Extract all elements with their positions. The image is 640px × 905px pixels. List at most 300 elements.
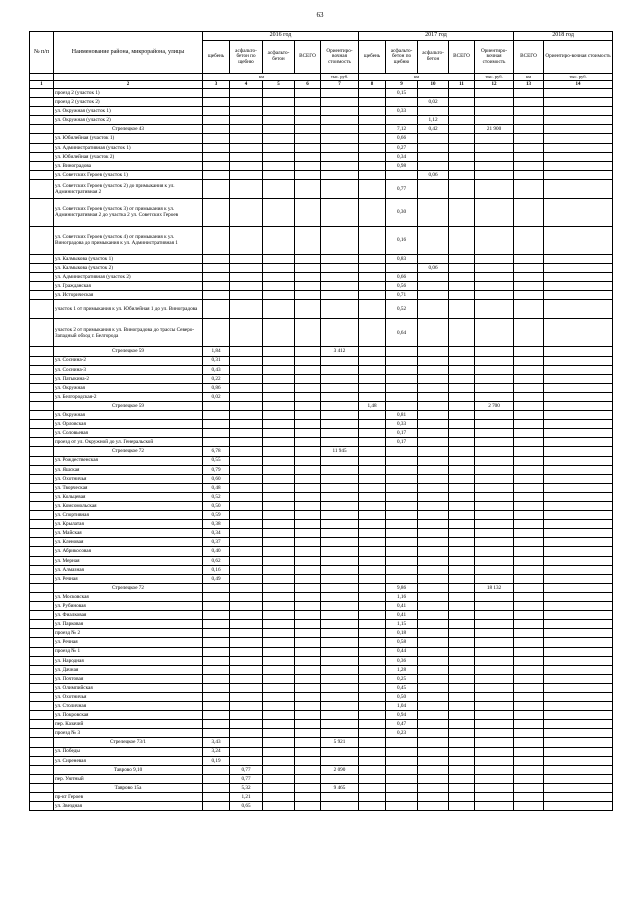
value-cell-c3 xyxy=(203,774,230,783)
value-cell-c9 xyxy=(418,629,449,638)
value-cell-c6 xyxy=(295,611,321,620)
header-col: щебень xyxy=(359,41,386,74)
street-name: ул. Гражданская xyxy=(54,282,203,291)
district-name: Стрелецкое 59 xyxy=(54,347,203,356)
value-cell-c5 xyxy=(263,383,295,392)
value-cell-c7 xyxy=(321,170,359,179)
row-number-cell xyxy=(30,474,54,483)
value-cell-c7 xyxy=(321,264,359,273)
value-cell-c8: 0,36 xyxy=(386,656,418,665)
row-number-cell xyxy=(30,282,54,291)
value-cell-c13 xyxy=(544,125,613,134)
value-cell-c9 xyxy=(418,474,449,483)
table-row xyxy=(30,143,613,152)
value-cell-c7b xyxy=(359,492,386,501)
value-cell-c4 xyxy=(230,729,263,738)
street-name: ул. Комсомольская xyxy=(54,502,203,511)
value-cell-c3 xyxy=(203,401,230,410)
value-cell-c8: 9,86 xyxy=(386,583,418,592)
value-cell-c11 xyxy=(475,273,514,282)
value-cell-c8 xyxy=(386,356,418,365)
value-cell-c7b xyxy=(359,161,386,170)
value-cell-c6 xyxy=(295,765,321,774)
value-cell-c7 xyxy=(321,611,359,620)
street-name: ул. Покровская xyxy=(54,711,203,720)
value-cell-c9 xyxy=(418,282,449,291)
street-name: ул. Окружная xyxy=(54,411,203,420)
value-cell-c11 xyxy=(475,134,514,143)
header-year-2016: 2016 год xyxy=(203,32,359,41)
value-cell-c7b xyxy=(359,98,386,107)
value-cell-c3 xyxy=(203,692,230,701)
value-cell-c9 xyxy=(418,774,449,783)
value-cell-c7 xyxy=(321,602,359,611)
value-cell-c11 xyxy=(475,674,514,683)
value-cell-c12 xyxy=(514,291,544,300)
value-cell-c7b xyxy=(359,602,386,611)
value-cell-c12 xyxy=(514,356,544,365)
value-cell-c7b xyxy=(359,620,386,629)
value-cell-c7 xyxy=(321,556,359,565)
row-number-cell xyxy=(30,319,54,347)
value-cell-c11 xyxy=(475,620,514,629)
value-cell-c10 xyxy=(449,756,475,765)
value-cell-c3 xyxy=(203,674,230,683)
value-cell-c3 xyxy=(203,793,230,802)
value-cell-c11 xyxy=(475,611,514,620)
value-cell-c9 xyxy=(418,720,449,729)
value-cell-c7 xyxy=(321,802,359,811)
value-cell-c9 xyxy=(418,319,449,347)
value-cell-c7b xyxy=(359,565,386,574)
value-cell-c6 xyxy=(295,774,321,783)
value-cell-c3 xyxy=(203,98,230,107)
value-cell-c10 xyxy=(449,170,475,179)
street-name: участок 1 от примыкания к ул. Юбилейная 1 до ул. Виноградова xyxy=(54,300,203,319)
value-cell-c10 xyxy=(449,107,475,116)
value-cell-c12 xyxy=(514,447,544,456)
value-cell-c11 xyxy=(475,474,514,483)
value-cell-c11 xyxy=(475,161,514,170)
value-cell-c9 xyxy=(418,347,449,356)
value-cell-c7b xyxy=(359,456,386,465)
value-cell-c13 xyxy=(544,756,613,765)
table-row xyxy=(30,347,613,356)
value-cell-c9 xyxy=(418,711,449,720)
value-cell-c10 xyxy=(449,152,475,161)
value-cell-c11 xyxy=(475,291,514,300)
table-row xyxy=(30,602,613,611)
value-cell-c13 xyxy=(544,89,613,98)
value-cell-c12 xyxy=(514,665,544,674)
table-row xyxy=(30,254,613,263)
table-row xyxy=(30,729,613,738)
value-cell-c6 xyxy=(295,107,321,116)
table-row xyxy=(30,98,613,107)
value-cell-c3 xyxy=(203,720,230,729)
column-number: 12 xyxy=(475,81,514,89)
value-cell-c7b xyxy=(359,254,386,263)
value-cell-c11 xyxy=(475,319,514,347)
value-cell-c10 xyxy=(449,683,475,692)
street-name: ул. Юбилейная (участок 1) xyxy=(54,134,203,143)
value-cell-c12 xyxy=(514,729,544,738)
value-cell-c5 xyxy=(263,291,295,300)
street-name: проезд № 1 xyxy=(54,647,203,656)
value-cell-c11 xyxy=(475,783,514,792)
header-col: ВСЕГО xyxy=(295,41,321,74)
value-cell-c7 xyxy=(321,107,359,116)
value-cell-c12 xyxy=(514,747,544,756)
table-row xyxy=(30,711,613,720)
value-cell-c5 xyxy=(263,647,295,656)
value-cell-c5 xyxy=(263,125,295,134)
district-name: Стрелецкое 72 xyxy=(54,583,203,592)
value-cell-c7b xyxy=(359,392,386,401)
column-number: 9 xyxy=(386,81,418,89)
value-cell-c9 xyxy=(418,143,449,152)
value-cell-c5 xyxy=(263,392,295,401)
value-cell-c8: 0,45 xyxy=(386,683,418,692)
row-number-cell xyxy=(30,756,54,765)
value-cell-c6 xyxy=(295,383,321,392)
value-cell-c10 xyxy=(449,374,475,383)
value-cell-c9 xyxy=(418,511,449,520)
value-cell-c13 xyxy=(544,556,613,565)
row-number-cell xyxy=(30,802,54,811)
value-cell-c13 xyxy=(544,538,613,547)
value-cell-c9 xyxy=(418,438,449,447)
value-cell-c5 xyxy=(263,282,295,291)
value-cell-c4 xyxy=(230,592,263,601)
value-cell-c6 xyxy=(295,756,321,765)
value-cell-c7b xyxy=(359,520,386,529)
value-cell-c7 xyxy=(321,774,359,783)
value-cell-c6 xyxy=(295,420,321,429)
value-cell-c7 xyxy=(321,291,359,300)
value-cell-c12 xyxy=(514,629,544,638)
value-cell-c12 xyxy=(514,720,544,729)
value-cell-c9 xyxy=(418,602,449,611)
value-cell-c8 xyxy=(386,747,418,756)
street-name: пер. Уютный xyxy=(54,774,203,783)
value-cell-c8 xyxy=(386,774,418,783)
value-cell-c4 xyxy=(230,226,263,254)
value-cell-c13 xyxy=(544,647,613,656)
table-row xyxy=(30,647,613,656)
value-cell-c10 xyxy=(449,226,475,254)
value-cell-c5 xyxy=(263,374,295,383)
value-cell-c10 xyxy=(449,620,475,629)
header-col: асфальто-бетон xyxy=(263,41,295,74)
value-cell-c13 xyxy=(544,179,613,198)
value-cell-c3: 0,37 xyxy=(203,538,230,547)
value-cell-c5 xyxy=(263,638,295,647)
value-cell-c10 xyxy=(449,264,475,273)
value-cell-c12 xyxy=(514,300,544,319)
value-cell-c6 xyxy=(295,683,321,692)
value-cell-c7b xyxy=(359,143,386,152)
value-cell-c11 xyxy=(475,98,514,107)
row-number-cell xyxy=(30,198,54,226)
table-header xyxy=(30,32,613,89)
value-cell-c5 xyxy=(263,98,295,107)
value-cell-c3: 0,52 xyxy=(203,492,230,501)
row-number-cell xyxy=(30,602,54,611)
value-cell-c7b xyxy=(359,683,386,692)
value-cell-c6 xyxy=(295,538,321,547)
value-cell-c8: 0,58 xyxy=(386,638,418,647)
value-cell-c13 xyxy=(544,447,613,456)
row-number-cell xyxy=(30,620,54,629)
value-cell-c12 xyxy=(514,765,544,774)
value-cell-c5 xyxy=(263,300,295,319)
value-cell-c6 xyxy=(295,729,321,738)
street-name: ул. Столичная xyxy=(54,702,203,711)
value-cell-c12 xyxy=(514,547,544,556)
value-cell-c8 xyxy=(386,556,418,565)
value-cell-c10 xyxy=(449,254,475,263)
value-cell-c7 xyxy=(321,429,359,438)
value-cell-c12 xyxy=(514,383,544,392)
value-cell-c4: 0,77 xyxy=(230,765,263,774)
value-cell-c6 xyxy=(295,656,321,665)
row-number-cell xyxy=(30,656,54,665)
value-cell-c12 xyxy=(514,502,544,511)
row-number-cell xyxy=(30,711,54,720)
value-cell-c7b xyxy=(359,291,386,300)
value-cell-c7 xyxy=(321,502,359,511)
value-cell-c5 xyxy=(263,538,295,547)
value-cell-c10 xyxy=(449,547,475,556)
value-cell-c9 xyxy=(418,273,449,282)
value-cell-c4 xyxy=(230,756,263,765)
value-cell-c12 xyxy=(514,520,544,529)
value-cell-c7 xyxy=(321,583,359,592)
value-cell-c5 xyxy=(263,747,295,756)
value-cell-c4 xyxy=(230,747,263,756)
value-cell-c10 xyxy=(449,538,475,547)
value-cell-c10 xyxy=(449,802,475,811)
value-cell-c13 xyxy=(544,226,613,254)
value-cell-c9 xyxy=(418,300,449,319)
value-cell-c11 xyxy=(475,282,514,291)
value-cell-c9 xyxy=(418,620,449,629)
value-cell-c6 xyxy=(295,720,321,729)
value-cell-c11 xyxy=(475,411,514,420)
value-cell-c4 xyxy=(230,456,263,465)
value-cell-c10 xyxy=(449,765,475,774)
value-cell-c13 xyxy=(544,747,613,756)
value-cell-c5 xyxy=(263,456,295,465)
table-row xyxy=(30,411,613,420)
value-cell-c7b xyxy=(359,629,386,638)
value-cell-c3 xyxy=(203,143,230,152)
street-name: ул. Речная xyxy=(54,574,203,583)
value-cell-c10 xyxy=(449,411,475,420)
value-cell-c10 xyxy=(449,465,475,474)
header-name: Наименование района, микрорайона, улицы xyxy=(54,32,203,74)
value-cell-c10 xyxy=(449,592,475,601)
table-row xyxy=(30,802,613,811)
value-cell-c7 xyxy=(321,538,359,547)
value-cell-c7 xyxy=(321,319,359,347)
table-row xyxy=(30,538,613,547)
value-cell-c8: 0,66 xyxy=(386,273,418,282)
value-cell-c11 xyxy=(475,683,514,692)
value-cell-c8 xyxy=(386,538,418,547)
value-cell-c3 xyxy=(203,319,230,347)
street-name: проезд 2 (участок 2) xyxy=(54,98,203,107)
value-cell-c12 xyxy=(514,574,544,583)
value-cell-c4 xyxy=(230,401,263,410)
value-cell-c8: 0,71 xyxy=(386,291,418,300)
value-cell-c10 xyxy=(449,143,475,152)
value-cell-c7b xyxy=(359,226,386,254)
value-cell-c12 xyxy=(514,756,544,765)
value-cell-c11 xyxy=(475,692,514,701)
value-cell-c12 xyxy=(514,611,544,620)
value-cell-c3 xyxy=(203,125,230,134)
value-cell-c5 xyxy=(263,620,295,629)
value-cell-c11 xyxy=(475,143,514,152)
row-number-cell xyxy=(30,793,54,802)
value-cell-c6 xyxy=(295,300,321,319)
street-name: ул. Олимпийская xyxy=(54,683,203,692)
value-cell-c9 xyxy=(418,647,449,656)
value-cell-c10 xyxy=(449,116,475,125)
value-cell-c8: 0,41 xyxy=(386,611,418,620)
value-cell-c4 xyxy=(230,674,263,683)
row-number-cell xyxy=(30,538,54,547)
value-cell-c11 xyxy=(475,520,514,529)
table-row xyxy=(30,374,613,383)
header-col: асфальто-бетон по щебню xyxy=(386,41,418,74)
value-cell-c11 xyxy=(475,226,514,254)
street-name: ул. Советских Героев (участок 2) до примыкания к ул. Административная 2 xyxy=(54,179,203,198)
value-cell-c13 xyxy=(544,656,613,665)
value-cell-c8: 0,44 xyxy=(386,647,418,656)
value-cell-c5 xyxy=(263,547,295,556)
value-cell-c5 xyxy=(263,483,295,492)
value-cell-c3 xyxy=(203,638,230,647)
value-cell-c4 xyxy=(230,383,263,392)
value-cell-c10 xyxy=(449,179,475,198)
value-cell-c13 xyxy=(544,511,613,520)
row-number-cell xyxy=(30,583,54,592)
value-cell-c11 xyxy=(475,300,514,319)
value-cell-c4 xyxy=(230,738,263,747)
value-cell-c13 xyxy=(544,161,613,170)
row-number-cell xyxy=(30,125,54,134)
value-cell-c6 xyxy=(295,602,321,611)
value-cell-c8: 0,98 xyxy=(386,161,418,170)
value-cell-c7 xyxy=(321,683,359,692)
value-cell-c10 xyxy=(449,520,475,529)
value-cell-c12 xyxy=(514,711,544,720)
value-cell-c7 xyxy=(321,720,359,729)
value-cell-c4 xyxy=(230,319,263,347)
value-cell-c3: 0,48 xyxy=(203,483,230,492)
value-cell-c7 xyxy=(321,520,359,529)
row-number-cell xyxy=(30,720,54,729)
value-cell-c13 xyxy=(544,774,613,783)
value-cell-c12 xyxy=(514,492,544,501)
value-cell-c11 xyxy=(475,738,514,747)
value-cell-c8 xyxy=(386,529,418,538)
value-cell-c12 xyxy=(514,170,544,179)
value-cell-c11 xyxy=(475,438,514,447)
value-cell-c5 xyxy=(263,465,295,474)
header-unit-km-2016: км xyxy=(203,74,321,81)
street-name: участок 2 от примыкания к ул. Виноградова до трассы Северо-Западный обход г. Белгорода xyxy=(54,319,203,347)
value-cell-c3 xyxy=(203,665,230,674)
value-cell-c8: 0,81 xyxy=(386,411,418,420)
value-cell-c9 xyxy=(418,520,449,529)
value-cell-c7b xyxy=(359,783,386,792)
table-row xyxy=(30,656,613,665)
value-cell-c8 xyxy=(386,565,418,574)
value-cell-c12 xyxy=(514,793,544,802)
value-cell-c3: 0,62 xyxy=(203,556,230,565)
value-cell-c3 xyxy=(203,420,230,429)
value-cell-c12 xyxy=(514,620,544,629)
value-cell-c3 xyxy=(203,116,230,125)
header-year-2017: 2017 год xyxy=(359,32,514,41)
value-cell-c8 xyxy=(386,492,418,501)
value-cell-c7b xyxy=(359,282,386,291)
value-cell-c5 xyxy=(263,116,295,125)
value-cell-c10 xyxy=(449,738,475,747)
value-cell-c5 xyxy=(263,793,295,802)
value-cell-c8 xyxy=(386,365,418,374)
column-number: 2 xyxy=(54,81,203,89)
value-cell-c7b xyxy=(359,665,386,674)
value-cell-c7b xyxy=(359,747,386,756)
value-cell-c6 xyxy=(295,502,321,511)
value-cell-c8: 0,17 xyxy=(386,429,418,438)
value-cell-c11 xyxy=(475,802,514,811)
value-cell-c10 xyxy=(449,793,475,802)
value-cell-c3: 0,40 xyxy=(203,547,230,556)
row-number-cell xyxy=(30,665,54,674)
value-cell-c6 xyxy=(295,638,321,647)
value-cell-c5 xyxy=(263,720,295,729)
table-row xyxy=(30,179,613,198)
row-number-cell xyxy=(30,565,54,574)
value-cell-c13 xyxy=(544,456,613,465)
value-cell-c13 xyxy=(544,629,613,638)
value-cell-c9 xyxy=(418,665,449,674)
table-row xyxy=(30,365,613,374)
value-cell-c5 xyxy=(263,198,295,226)
value-cell-c5 xyxy=(263,565,295,574)
value-cell-c11 xyxy=(475,383,514,392)
row-number-cell xyxy=(30,738,54,747)
value-cell-c10 xyxy=(449,674,475,683)
header-col: Ориентиро-вочная стоимость xyxy=(544,41,613,74)
row-number-cell xyxy=(30,401,54,410)
value-cell-c7b xyxy=(359,592,386,601)
value-cell-c7 xyxy=(321,179,359,198)
value-cell-c6 xyxy=(295,647,321,656)
value-cell-c8 xyxy=(386,502,418,511)
value-cell-c5 xyxy=(263,429,295,438)
column-number: 6 xyxy=(295,81,321,89)
value-cell-c13 xyxy=(544,107,613,116)
street-name: ул. Административная (участок 1) xyxy=(54,143,203,152)
value-cell-c11 xyxy=(475,254,514,263)
